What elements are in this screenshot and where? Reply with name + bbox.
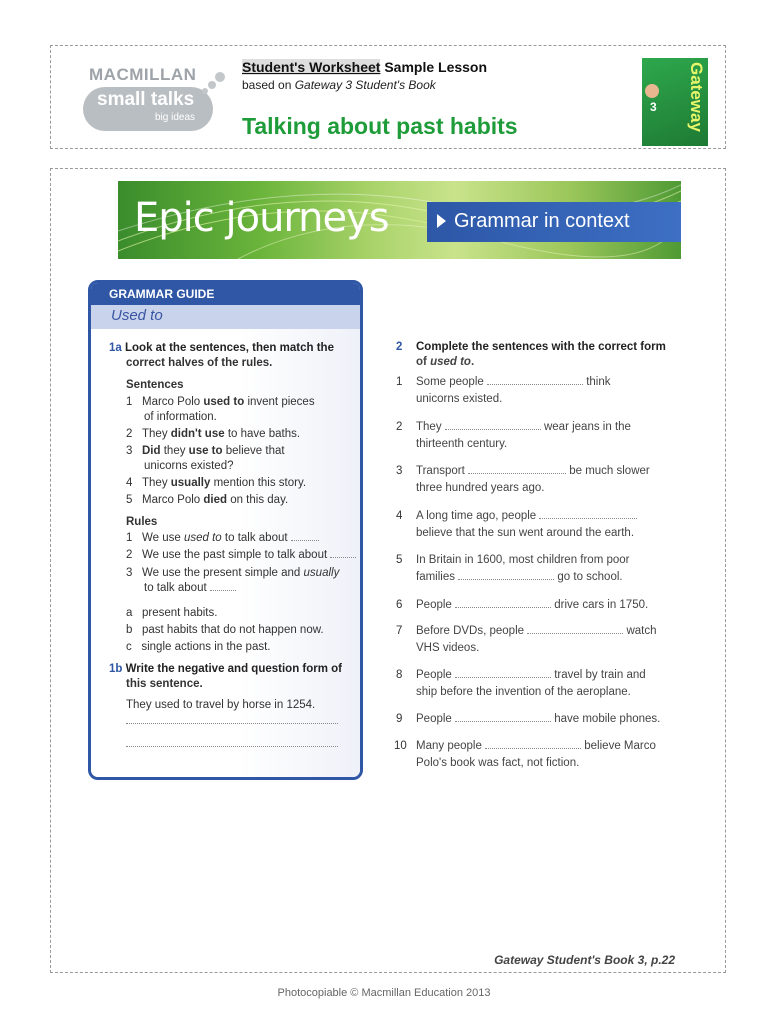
- blank-line[interactable]: [330, 548, 356, 558]
- sentence-item: 2 They didn't use to have baths.: [126, 428, 301, 440]
- answer-blank[interactable]: [445, 420, 541, 430]
- rule-item: 2 We use the past simple to talk about: [126, 548, 356, 563]
- blank-line[interactable]: [210, 581, 236, 591]
- example-sentence: They used to travel by horse in 1254.: [126, 699, 316, 711]
- sentence-item: 3 Did they use to believe that: [126, 445, 285, 457]
- logo-small-talks: small talks: [97, 89, 195, 110]
- cover-photo-icon: [645, 84, 659, 98]
- rule-ending: b past habits that do not happen now.: [126, 624, 324, 636]
- answer-blank[interactable]: [455, 712, 551, 722]
- question-number: 1a: [109, 342, 122, 354]
- answer-blank[interactable]: [455, 668, 551, 678]
- grammar-guide-heading: GRAMMAR GUIDE: [91, 283, 360, 305]
- subtitle-book: Gateway 3 Student's Book: [294, 78, 436, 92]
- rule-item-cont: to talk about: [144, 581, 236, 596]
- header-text: [242, 59, 622, 92]
- worksheet-header: [50, 45, 726, 149]
- book-reference: Gateway Student's Book 3, p.22: [494, 953, 675, 967]
- question-number: 2: [396, 341, 403, 353]
- logo-dots-icon: [201, 69, 227, 95]
- worksheet-title-underlined: Student's Worksheet: [242, 59, 381, 75]
- answer-line[interactable]: [126, 714, 338, 729]
- answer-blank[interactable]: [458, 570, 554, 580]
- logo-brand: MACMILLAN: [89, 65, 197, 84]
- sentence-item: 1 Marco Polo used to invent pieces: [126, 396, 315, 408]
- question-1a-line2: correct halves of the rules.: [126, 357, 273, 369]
- sentence-item: 4 They usually mention this story.: [126, 477, 307, 489]
- arrow-right-icon: [437, 214, 446, 228]
- answer-blank[interactable]: [485, 739, 581, 749]
- section-tag: [427, 202, 681, 242]
- question-number: 1b: [109, 663, 123, 675]
- copyright-notice: Photocopiable © Macmillan Education 2013: [277, 987, 491, 999]
- sentence-item-cont: unicorns existed?: [144, 460, 234, 472]
- answer-blank[interactable]: [527, 624, 623, 634]
- answer-blank[interactable]: [455, 598, 551, 608]
- cover-title: Gateway: [687, 62, 706, 132]
- sentence-item: 5 Marco Polo died on this day.: [126, 494, 289, 506]
- grammar-guide-body: [91, 329, 360, 777]
- blank-line[interactable]: [291, 531, 319, 541]
- section-tag-label: Grammar in context: [454, 210, 630, 232]
- rule-item: 3 We use the present simple and usually: [126, 567, 340, 579]
- rule-ending: a present habits.: [126, 607, 218, 619]
- answer-blank[interactable]: [468, 464, 566, 474]
- worksheet-content: Epic journeys Grammar in context GRAMMAR GUIDE Used to 1a Look at the sentences, then match the correct halves of the rules. Sentences 1 Marco Polo used to invent pieces of information. 2 They didn't use to have baths. 3 Did they use to believe that unicorns existed? 4 They usually mention this story. 5 Marco Polo died on this day. Rules 1 We use used to to talk about 2 We use the past simple to talk about 3 We use the present simple and usually to talk about a present habits. b past habits that do not happen now. c single actions in the past. 1b Write the negative and question form of this sentence. They used to travel by horse in 1254. 2 Complete the sentences with the correct form of used to. 1 Some people think unicorns existed. 2 They wear jeans in the thirteenth century. 3 Transport be much slower three hundred years ago. 4 A long time ago, people believe that the sun went around the earth. 5 In Britain in 1600, most children from poor families go to school. 6 People drive cars in 1750. 7 Before DVDs, people watch VHS videos. 8 People travel by train and ship before the invention of the aeroplane. 9 People have mobile phones. 10 Many people believe Marco Polo's book was fact, not fiction. Gateway Student's Book 3, p.22: [50, 168, 726, 973]
- question-text: Look at the sentences, then match the: [125, 342, 334, 354]
- rules-heading: Rules: [126, 516, 158, 528]
- rule-item: 1 We use used to to talk about: [126, 531, 319, 546]
- exercise-2-instruction-line2: of used to.: [416, 356, 475, 368]
- answer-line[interactable]: [126, 737, 338, 752]
- worksheet-title-rest: Sample Lesson: [380, 59, 488, 75]
- subtitle-prefix: based on: [242, 78, 295, 92]
- question-1b: [109, 662, 342, 677]
- question-text: Write the negative and question form of: [125, 663, 343, 675]
- worksheet-title: [242, 59, 622, 75]
- question-1a: [109, 341, 334, 356]
- rule-ending: c single actions in the past.: [126, 641, 271, 653]
- lesson-topic: Talking about past habits: [242, 113, 518, 139]
- cover-level: 3: [650, 100, 657, 114]
- sentences-heading: Sentences: [126, 379, 184, 391]
- answer-blank[interactable]: [539, 509, 637, 519]
- worksheet-subtitle: [242, 78, 622, 92]
- grammar-guide-subheading: Used to: [91, 305, 360, 329]
- unit-banner: [118, 181, 681, 259]
- question-1b-line2: this sentence.: [126, 678, 203, 690]
- sentence-item-cont: of information.: [144, 411, 217, 423]
- macmillan-small-talks-logo: [83, 59, 223, 139]
- answer-blank[interactable]: [487, 375, 583, 385]
- grammar-guide-box: [88, 280, 363, 780]
- logo-big-ideas: big ideas: [155, 112, 196, 123]
- gateway-book-cover: [642, 58, 708, 146]
- unit-title: Epic journeys: [134, 195, 389, 241]
- instruction-text: Complete the sentences with the correct form: [416, 341, 666, 353]
